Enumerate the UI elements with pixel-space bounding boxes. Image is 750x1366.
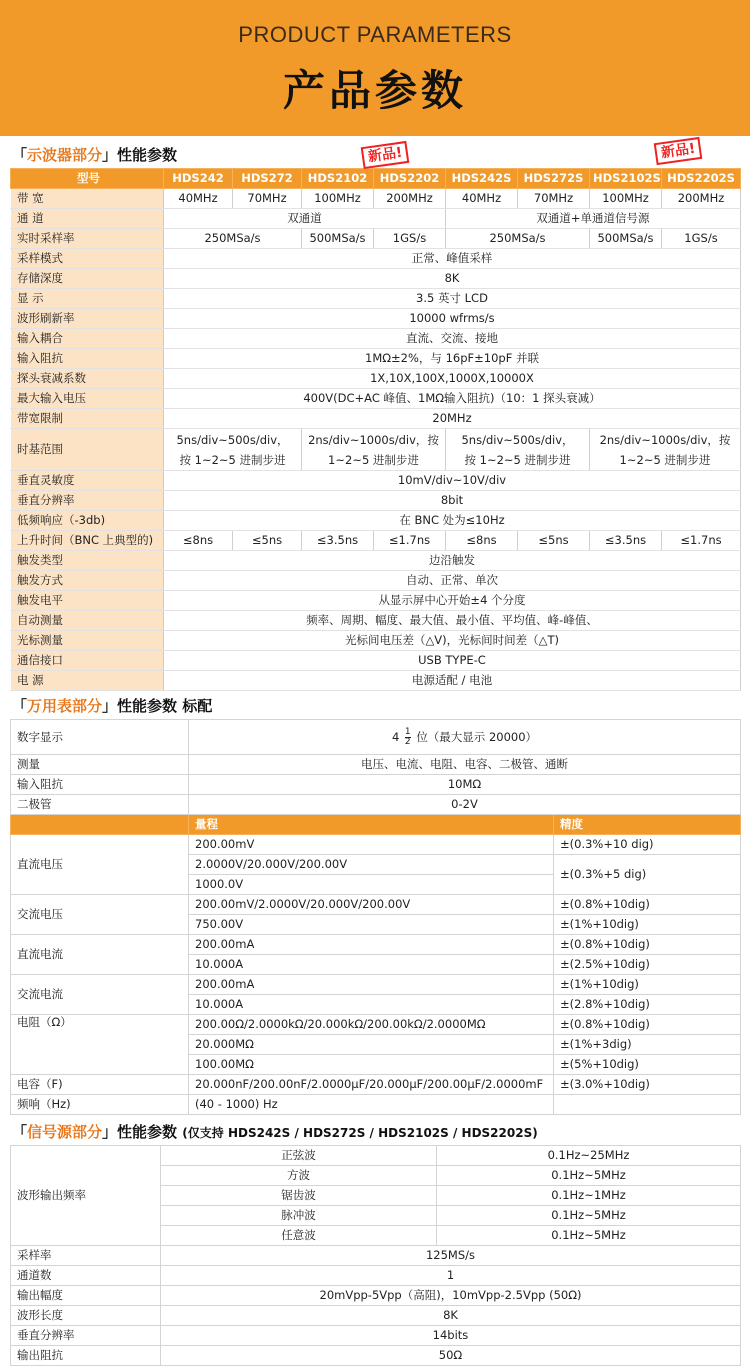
- accuracy-cell: ±(3.0%+10dig): [554, 1075, 741, 1095]
- table-cell: 1MΩ±2%，与 16pF±10pF 并联: [164, 349, 741, 369]
- wave-freq: 0.1Hz~5MHz: [437, 1166, 741, 1186]
- table-row: [11, 1015, 741, 1035]
- row-label: 时基范围: [11, 429, 164, 471]
- table-row: [11, 835, 741, 855]
- wave-name: 方波: [161, 1166, 437, 1186]
- accuracy-cell: ±(0.8%+10dig): [554, 935, 741, 955]
- accuracy-cell: ±(1%+10dig): [554, 975, 741, 995]
- fraction-denominator: 2: [404, 736, 411, 747]
- cell-line: 5ns/div~500s/div，: [461, 432, 574, 447]
- header-blank: [11, 815, 189, 835]
- cell-line: 按 1~2~5 进制步进: [464, 452, 571, 467]
- wave-freq: 0.1Hz~5MHz: [437, 1226, 741, 1246]
- bracket-open: 「: [12, 146, 28, 164]
- range-cell: 200.00mV: [189, 835, 554, 855]
- table-cell: 频率、周期、幅度、最大值、最小值、平均值、峰-峰值、: [164, 611, 741, 631]
- wave-name: 任意波: [161, 1226, 437, 1246]
- table-cell: 在 BNC 处为≤10Hz: [164, 511, 741, 531]
- row-label: 电 源: [11, 671, 164, 691]
- accuracy-header: 精度: [554, 815, 741, 835]
- model-cell: HDS242: [164, 169, 233, 189]
- row-label: 触发电平: [11, 591, 164, 611]
- table-row: [11, 895, 741, 915]
- row-label: 探头衰减系数: [11, 369, 164, 389]
- model-cell: HDS2202: [374, 169, 446, 189]
- table-cell: 8K: [164, 269, 741, 289]
- accuracy-cell: ±(1%+10dig): [554, 915, 741, 935]
- table-row: [11, 329, 741, 349]
- table-cell: 250MSa/s: [164, 229, 302, 249]
- row-label: 波形刷新率: [11, 309, 164, 329]
- range-cell: 10.000A: [189, 955, 554, 975]
- range-cell: 750.00V: [189, 915, 554, 935]
- table-row: [11, 935, 741, 955]
- table-cell: 双通道+单通道信号源: [446, 209, 741, 229]
- row-label: 频响（Hz): [11, 1095, 189, 1115]
- fraction-numerator: 1: [404, 726, 411, 737]
- osc-table: [10, 168, 741, 691]
- table-row: [11, 631, 741, 651]
- table-row: [11, 209, 741, 229]
- table-cell: 14bits: [161, 1326, 741, 1346]
- accuracy-cell: ±(0.3%+10 dig): [554, 835, 741, 855]
- wave-freq: 0.1Hz~5MHz: [437, 1206, 741, 1226]
- row-label: 输出幅度: [11, 1286, 161, 1306]
- row-label: 垂直分辨率: [11, 1326, 161, 1346]
- model-cell: HDS2102: [302, 169, 374, 189]
- table-cell: 1GS/s: [662, 229, 741, 249]
- table-cell: 200MHz: [374, 189, 446, 209]
- table-cell: 8bit: [164, 491, 741, 511]
- table-cell: USB TYPE-C: [164, 651, 741, 671]
- cell-line: 5ns/div~500s/div，: [176, 432, 289, 447]
- table-cell: 10000 wfrms/s: [164, 309, 741, 329]
- model-cell: HDS2102S: [590, 169, 662, 189]
- row-label: 实时采样率: [11, 229, 164, 249]
- table-cell: 400V(DC+AC 峰值、1MΩ输入阻抗)（10：1 探头衰减）: [164, 389, 741, 409]
- table-row: [11, 349, 741, 369]
- range-cell: 10.000A: [189, 995, 554, 1015]
- banner: [0, 0, 750, 136]
- table-cell: ≤5ns: [518, 531, 590, 551]
- osc-section-title: [0, 142, 750, 168]
- table-cell: 125MS/s: [161, 1246, 741, 1266]
- table-cell: 8K: [161, 1306, 741, 1326]
- range-cell: 20.000MΩ: [189, 1035, 554, 1055]
- digits-int: 4: [391, 729, 400, 744]
- table-cell: 20MHz: [164, 409, 741, 429]
- bracket-close: 」: [102, 146, 118, 164]
- row-label: 采样模式: [11, 249, 164, 269]
- table-cell: [164, 429, 302, 471]
- cell-line: 2ns/div~1000s/div，按: [308, 432, 439, 447]
- row-label: 光标测量: [11, 631, 164, 651]
- range-header: 量程: [189, 815, 554, 835]
- digits-fraction: [405, 728, 411, 747]
- row-label: 垂直分辨率: [11, 491, 164, 511]
- model-label: 型号: [11, 169, 164, 189]
- table-row: [11, 491, 741, 511]
- table-row: [11, 1075, 741, 1095]
- table-cell: 40MHz: [164, 189, 233, 209]
- table-cell: 70MHz: [518, 189, 590, 209]
- row-label: 垂直灵敏度: [11, 471, 164, 491]
- table-row: [11, 671, 741, 691]
- digits-desc: 位（最大显示 20000）: [416, 729, 538, 744]
- table-row: [11, 229, 741, 249]
- section-rest: 性能参数 标配: [117, 697, 213, 715]
- table-cell: ≤3.5ns: [302, 531, 374, 551]
- accuracy-cell: ±(0.8%+10dig): [554, 895, 741, 915]
- table-cell: [302, 429, 446, 471]
- accuracy-cell: ±(0.8%+10dig): [554, 1015, 741, 1035]
- banner-title-cn: 产品参数: [282, 66, 467, 115]
- range-cell: 20.000nF/200.00nF/2.0000μF/20.000μF/200.00μF/2.0000mF: [189, 1075, 554, 1095]
- table-row: [11, 591, 741, 611]
- table-cell: 100MHz: [590, 189, 662, 209]
- table-cell: ≤8ns: [164, 531, 233, 551]
- row-label: 直流电压: [11, 835, 189, 895]
- table-row: [11, 1306, 741, 1326]
- bracket-open: 「: [12, 1123, 28, 1141]
- table-row: [11, 409, 741, 429]
- model-cell: HDS242S: [446, 169, 518, 189]
- range-cell: 200.00mV/2.0000V/20.000V/200.00V: [189, 895, 554, 915]
- table-cell: 1: [161, 1266, 741, 1286]
- row-label: 通信接口: [11, 651, 164, 671]
- table-cell: 3.5 英寸 LCD: [164, 289, 741, 309]
- table-cell: 直流、交流、接地: [164, 329, 741, 349]
- row-label: 电容（F): [11, 1075, 189, 1095]
- table-row: [11, 289, 741, 309]
- wave-name: 脉冲波: [161, 1206, 437, 1226]
- range-cell: 200.00mA: [189, 935, 554, 955]
- table-cell: 10MΩ: [189, 775, 741, 795]
- row-label: 二极管: [11, 795, 189, 815]
- model-cell: HDS272: [233, 169, 302, 189]
- wave-name: 正弦波: [161, 1146, 437, 1166]
- section-note: (仅支持 HDS242S / HDS272S / HDS2102S / HDS2202S): [182, 1126, 538, 1140]
- wave-freq: 0.1Hz~25MHz: [437, 1146, 741, 1166]
- table-cell: 0-2V: [189, 795, 741, 815]
- row-label: 波形输出频率: [11, 1146, 161, 1246]
- accuracy-cell: ±(0.3%+5 dig): [554, 855, 741, 895]
- model-cell: HDS2202S: [662, 169, 741, 189]
- row-label: 显 示: [11, 289, 164, 309]
- row-label: 输出阻抗: [11, 1346, 161, 1366]
- table-row: [11, 775, 741, 795]
- table-cell: ≤1.7ns: [662, 531, 741, 551]
- row-label: 直流电流: [11, 935, 189, 975]
- range-cell: (40 - 1000) Hz: [189, 1095, 554, 1115]
- section-rest: 性能参数: [117, 146, 178, 164]
- table-row: [11, 651, 741, 671]
- row-label: 输入耦合: [11, 329, 164, 349]
- table-row: [11, 755, 741, 775]
- range-cell: 200.00mA: [189, 975, 554, 995]
- cell-line: 按 1~2~5 进制步进: [179, 452, 286, 467]
- new-stamp: 新品!: [654, 137, 703, 165]
- row-label: 交流电流: [11, 975, 189, 1015]
- table-row: [11, 720, 741, 755]
- range-cell: 200.00Ω/2.0000kΩ/20.000kΩ/200.00kΩ/2.0000MΩ: [189, 1015, 554, 1035]
- table-cell: 光标间电压差（△V)，光标间时间差（△T): [164, 631, 741, 651]
- table-cell: 10mV/div~10V/div: [164, 471, 741, 491]
- bracket-open: 「: [12, 697, 28, 715]
- table-cell: 双通道: [164, 209, 446, 229]
- row-label: 上升时间（BNC 上典型的): [11, 531, 164, 551]
- table-cell: 250MSa/s: [446, 229, 590, 249]
- table-row: [11, 269, 741, 289]
- table-cell: 20mVpp-5Vpp（高阻)，10mVpp-2.5Vpp (50Ω): [161, 1286, 741, 1306]
- table-row: [11, 611, 741, 631]
- section-rest: 性能参数: [117, 1123, 178, 1141]
- table-row: [11, 369, 741, 389]
- row-label: 通 道: [11, 209, 164, 229]
- table-row: [11, 189, 741, 209]
- table-row: [11, 551, 741, 571]
- table-row: [11, 471, 741, 491]
- table-row: [11, 1286, 741, 1306]
- table-row: [11, 795, 741, 815]
- table-cell: ≤3.5ns: [590, 531, 662, 551]
- table-cell: ≤1.7ns: [374, 531, 446, 551]
- wave-freq: 0.1Hz~1MHz: [437, 1186, 741, 1206]
- row-label: 低频响应（-3db): [11, 511, 164, 531]
- row-label: 输入阻抗: [11, 349, 164, 369]
- accuracy-cell: ±(2.8%+10dig): [554, 995, 741, 1015]
- table-cell: 电源适配 / 电池: [164, 671, 741, 691]
- range-cell: 2.0000V/20.000V/200.00V: [189, 855, 554, 875]
- table-row: [11, 1266, 741, 1286]
- section-highlight: 万用表部分: [27, 697, 103, 715]
- dmm-table: [10, 719, 741, 1115]
- table-cell: 200MHz: [662, 189, 741, 209]
- accuracy-cell: ±(5%+10dig): [554, 1055, 741, 1075]
- row-label: 触发方式: [11, 571, 164, 591]
- section-highlight: 示波器部分: [27, 146, 103, 164]
- table-cell: [446, 429, 590, 471]
- row-label: 交流电压: [11, 895, 189, 935]
- wave-name: 锯齿波: [161, 1186, 437, 1206]
- table-row: [11, 1246, 741, 1266]
- row-label: 波形长度: [11, 1306, 161, 1326]
- range-header-row: [11, 815, 741, 835]
- bracket-close: 」: [102, 697, 118, 715]
- range-cell: 100.00MΩ: [189, 1055, 554, 1075]
- row-label: 带宽限制: [11, 409, 164, 429]
- table-row: [11, 975, 741, 995]
- cell-line: 1~2~5 进制步进: [619, 452, 711, 467]
- table-row: [11, 511, 741, 531]
- section-highlight: 信号源部分: [27, 1123, 103, 1141]
- row-label: 采样率: [11, 1246, 161, 1266]
- gen-table: [10, 1145, 741, 1366]
- accuracy-cell: [554, 1095, 741, 1115]
- row-label: 触发类型: [11, 551, 164, 571]
- table-cell: 边沿触发: [164, 551, 741, 571]
- table-cell: 从显示屏中心开始±4 个分度: [164, 591, 741, 611]
- table-cell: [590, 429, 741, 471]
- table-cell: 电压、电流、电阻、电容、二极管、通断: [189, 755, 741, 775]
- table-cell: 500MSa/s: [302, 229, 374, 249]
- table-cell: ≤5ns: [233, 531, 302, 551]
- table-cell: 100MHz: [302, 189, 374, 209]
- model-row: [11, 169, 741, 189]
- table-cell: 1GS/s: [374, 229, 446, 249]
- row-label: 存储深度: [11, 269, 164, 289]
- table-cell: [189, 720, 741, 755]
- cell-line: 1~2~5 进制步进: [328, 452, 419, 467]
- row-label: 测量: [11, 755, 189, 775]
- banner-title-en: PRODUCT PARAMETERS: [238, 22, 512, 47]
- table-cell: ≤8ns: [446, 531, 518, 551]
- row-label: 数字显示: [11, 720, 189, 755]
- table-row: [11, 249, 741, 269]
- gen-section-title: [0, 1119, 750, 1145]
- row-label: 带 宽: [11, 189, 164, 209]
- table-row: [11, 309, 741, 329]
- cell-line: 2ns/div~1000s/div，按: [599, 432, 731, 447]
- accuracy-cell: ±(1%+3dig): [554, 1035, 741, 1055]
- table-row: [11, 571, 741, 591]
- range-cell: 1000.0V: [189, 875, 554, 895]
- row-label: 通道数: [11, 1266, 161, 1286]
- table-cell: 正常、峰值采样: [164, 249, 741, 269]
- table-row: [11, 1146, 741, 1166]
- model-cell: HDS272S: [518, 169, 590, 189]
- table-cell: 40MHz: [446, 189, 518, 209]
- accuracy-cell: ±(2.5%+10dig): [554, 955, 741, 975]
- row-label: 最大输入电压: [11, 389, 164, 409]
- table-cell: 50Ω: [161, 1346, 741, 1366]
- table-row: [11, 531, 741, 551]
- new-stamp: 新品!: [361, 141, 410, 169]
- table-row: [11, 1095, 741, 1115]
- row-label: 输入阻抗: [11, 775, 189, 795]
- table-row: [11, 1326, 741, 1346]
- table-cell: 1X,10X,100X,1000X,10000X: [164, 369, 741, 389]
- table-row: [11, 429, 741, 471]
- table-cell: 自动、正常、单次: [164, 571, 741, 591]
- row-label: 电阻（Ω）: [11, 1015, 189, 1075]
- table-cell: 500MSa/s: [590, 229, 662, 249]
- dmm-section-title: [0, 693, 750, 719]
- table-row: [11, 389, 741, 409]
- bracket-close: 」: [102, 1123, 118, 1141]
- table-cell: 70MHz: [233, 189, 302, 209]
- row-label: 自动测量: [11, 611, 164, 631]
